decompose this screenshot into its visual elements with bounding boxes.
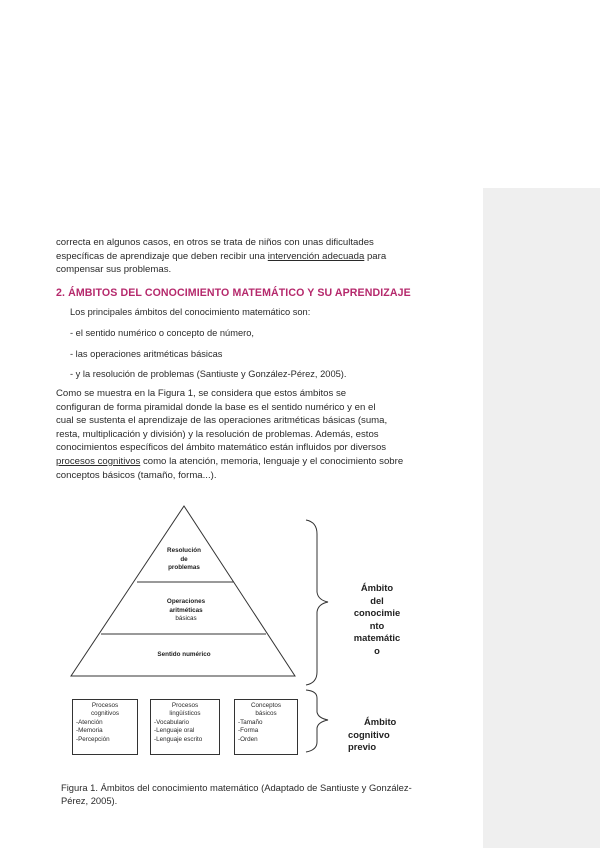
pyramid-base-label: Sentido numérico <box>157 651 211 658</box>
body-line-text: como la atención, memoria, lenguaje y el conocimiento sobre <box>142 455 404 467</box>
pyramid-middle-text: Operaciones <box>166 598 206 605</box>
ambito-matematico-label <box>345 582 409 658</box>
pyramid-top-label <box>149 547 219 573</box>
caption-line: Figura 1. Ámbitos del conocimiento matemático (Adaptado de Santiuste y González- <box>61 782 412 793</box>
figure-caption <box>61 782 461 807</box>
pyramid-middle-label <box>144 598 228 624</box>
box-item: -Percepción <box>76 735 110 743</box>
bullet-item: - el sentido numérico o concepto de número, <box>70 328 254 338</box>
ambito-text: matemátic <box>353 632 401 644</box>
section-lead: Los principales ámbitos del conocimiento matemático son: <box>70 307 311 317</box>
pyramid-top-text: problemas <box>168 564 200 572</box>
intro-line: para <box>366 250 387 262</box>
ambito-text: conocimie <box>353 607 401 619</box>
pyramid-top-text: de <box>180 555 188 563</box>
box-procesos-cognitivos <box>72 699 138 755</box>
ambito-text: previo <box>348 741 377 753</box>
box-title: cognitivos <box>90 710 119 718</box>
box-title: Procesos <box>91 702 119 709</box>
caption-line: Pérez, 2005). <box>61 794 118 806</box>
brace-upper <box>306 520 328 685</box>
box-item: -Memoria <box>76 727 103 735</box>
box-item: -Forma <box>238 727 259 735</box>
intro-line: compensar sus problemas. <box>56 264 172 276</box>
pyramid-middle-text: aritméticas <box>169 606 203 614</box>
intro-line: correcta en algunos casos, en otros se trata de niños con unas dificultades <box>56 237 374 248</box>
body-line: resta, multiplicación y división) y la resolución de problemas. Además, estos <box>56 428 379 440</box>
pyramid-top-text: Resolución <box>167 547 201 554</box>
ambito-text: Ámbito <box>364 716 397 727</box>
body-line: conocimientos específicos del ámbito matemático están influidos por diversos <box>56 442 387 454</box>
box-title: Procesos <box>171 702 199 709</box>
brace-lower <box>306 690 328 752</box>
section-heading: 2. ÁMBITOS DEL CONOCIMIENTO MATEMÁTICO Y SU APRENDIZAJE <box>56 287 411 299</box>
ambito-text: nto <box>369 619 385 631</box>
body-line: cual se sustenta el aprendizaje de las operaciones aritméticas básicas (suma, <box>56 415 388 427</box>
box-title: lingüísticos <box>169 710 201 718</box>
bullet-item: - las operaciones aritméticas básicas <box>70 349 223 359</box>
body-line: configuran de forma piramidal donde la base es el sentido numérico y en el <box>56 401 376 413</box>
box-item: -Orden <box>238 735 258 743</box>
ambito-cognitivo-label <box>344 716 408 754</box>
intervencion-link[interactable]: intervención adecuada <box>267 250 365 262</box>
box-title: básicos <box>255 710 277 718</box>
ambito-text: Ámbito <box>360 582 394 593</box>
pyramid-middle-text: básicas <box>175 615 197 623</box>
box-item: -Lenguaje escrito <box>154 735 203 743</box>
box-title: Conceptos <box>250 702 282 709</box>
box-procesos-linguisticos <box>150 699 220 755</box>
bullet-item: - y la resolución de problemas (Santiuste y González-Pérez, 2005). <box>70 369 347 379</box>
procesos-cognitivos-link[interactable]: procesos cognitivos <box>56 455 141 467</box>
ambito-text: cognitivo <box>348 728 390 740</box>
box-item: -Vocabulario <box>154 718 190 726</box>
body-line: Como se muestra en la Figura 1, se considera que estos ámbitos se <box>56 388 347 399</box>
body-line: conceptos básicos (tamaño, forma...). <box>56 469 217 481</box>
box-item: -Atención <box>76 718 103 726</box>
box-conceptos-basicos <box>234 699 298 755</box>
ambito-text: del <box>370 594 384 606</box>
box-item: -Tamaño <box>238 718 263 726</box>
box-item: -Lenguaje oral <box>154 727 195 735</box>
ambito-text: o <box>374 644 380 656</box>
intro-line: específicas de aprendizaje que deben recibir una <box>56 250 266 262</box>
